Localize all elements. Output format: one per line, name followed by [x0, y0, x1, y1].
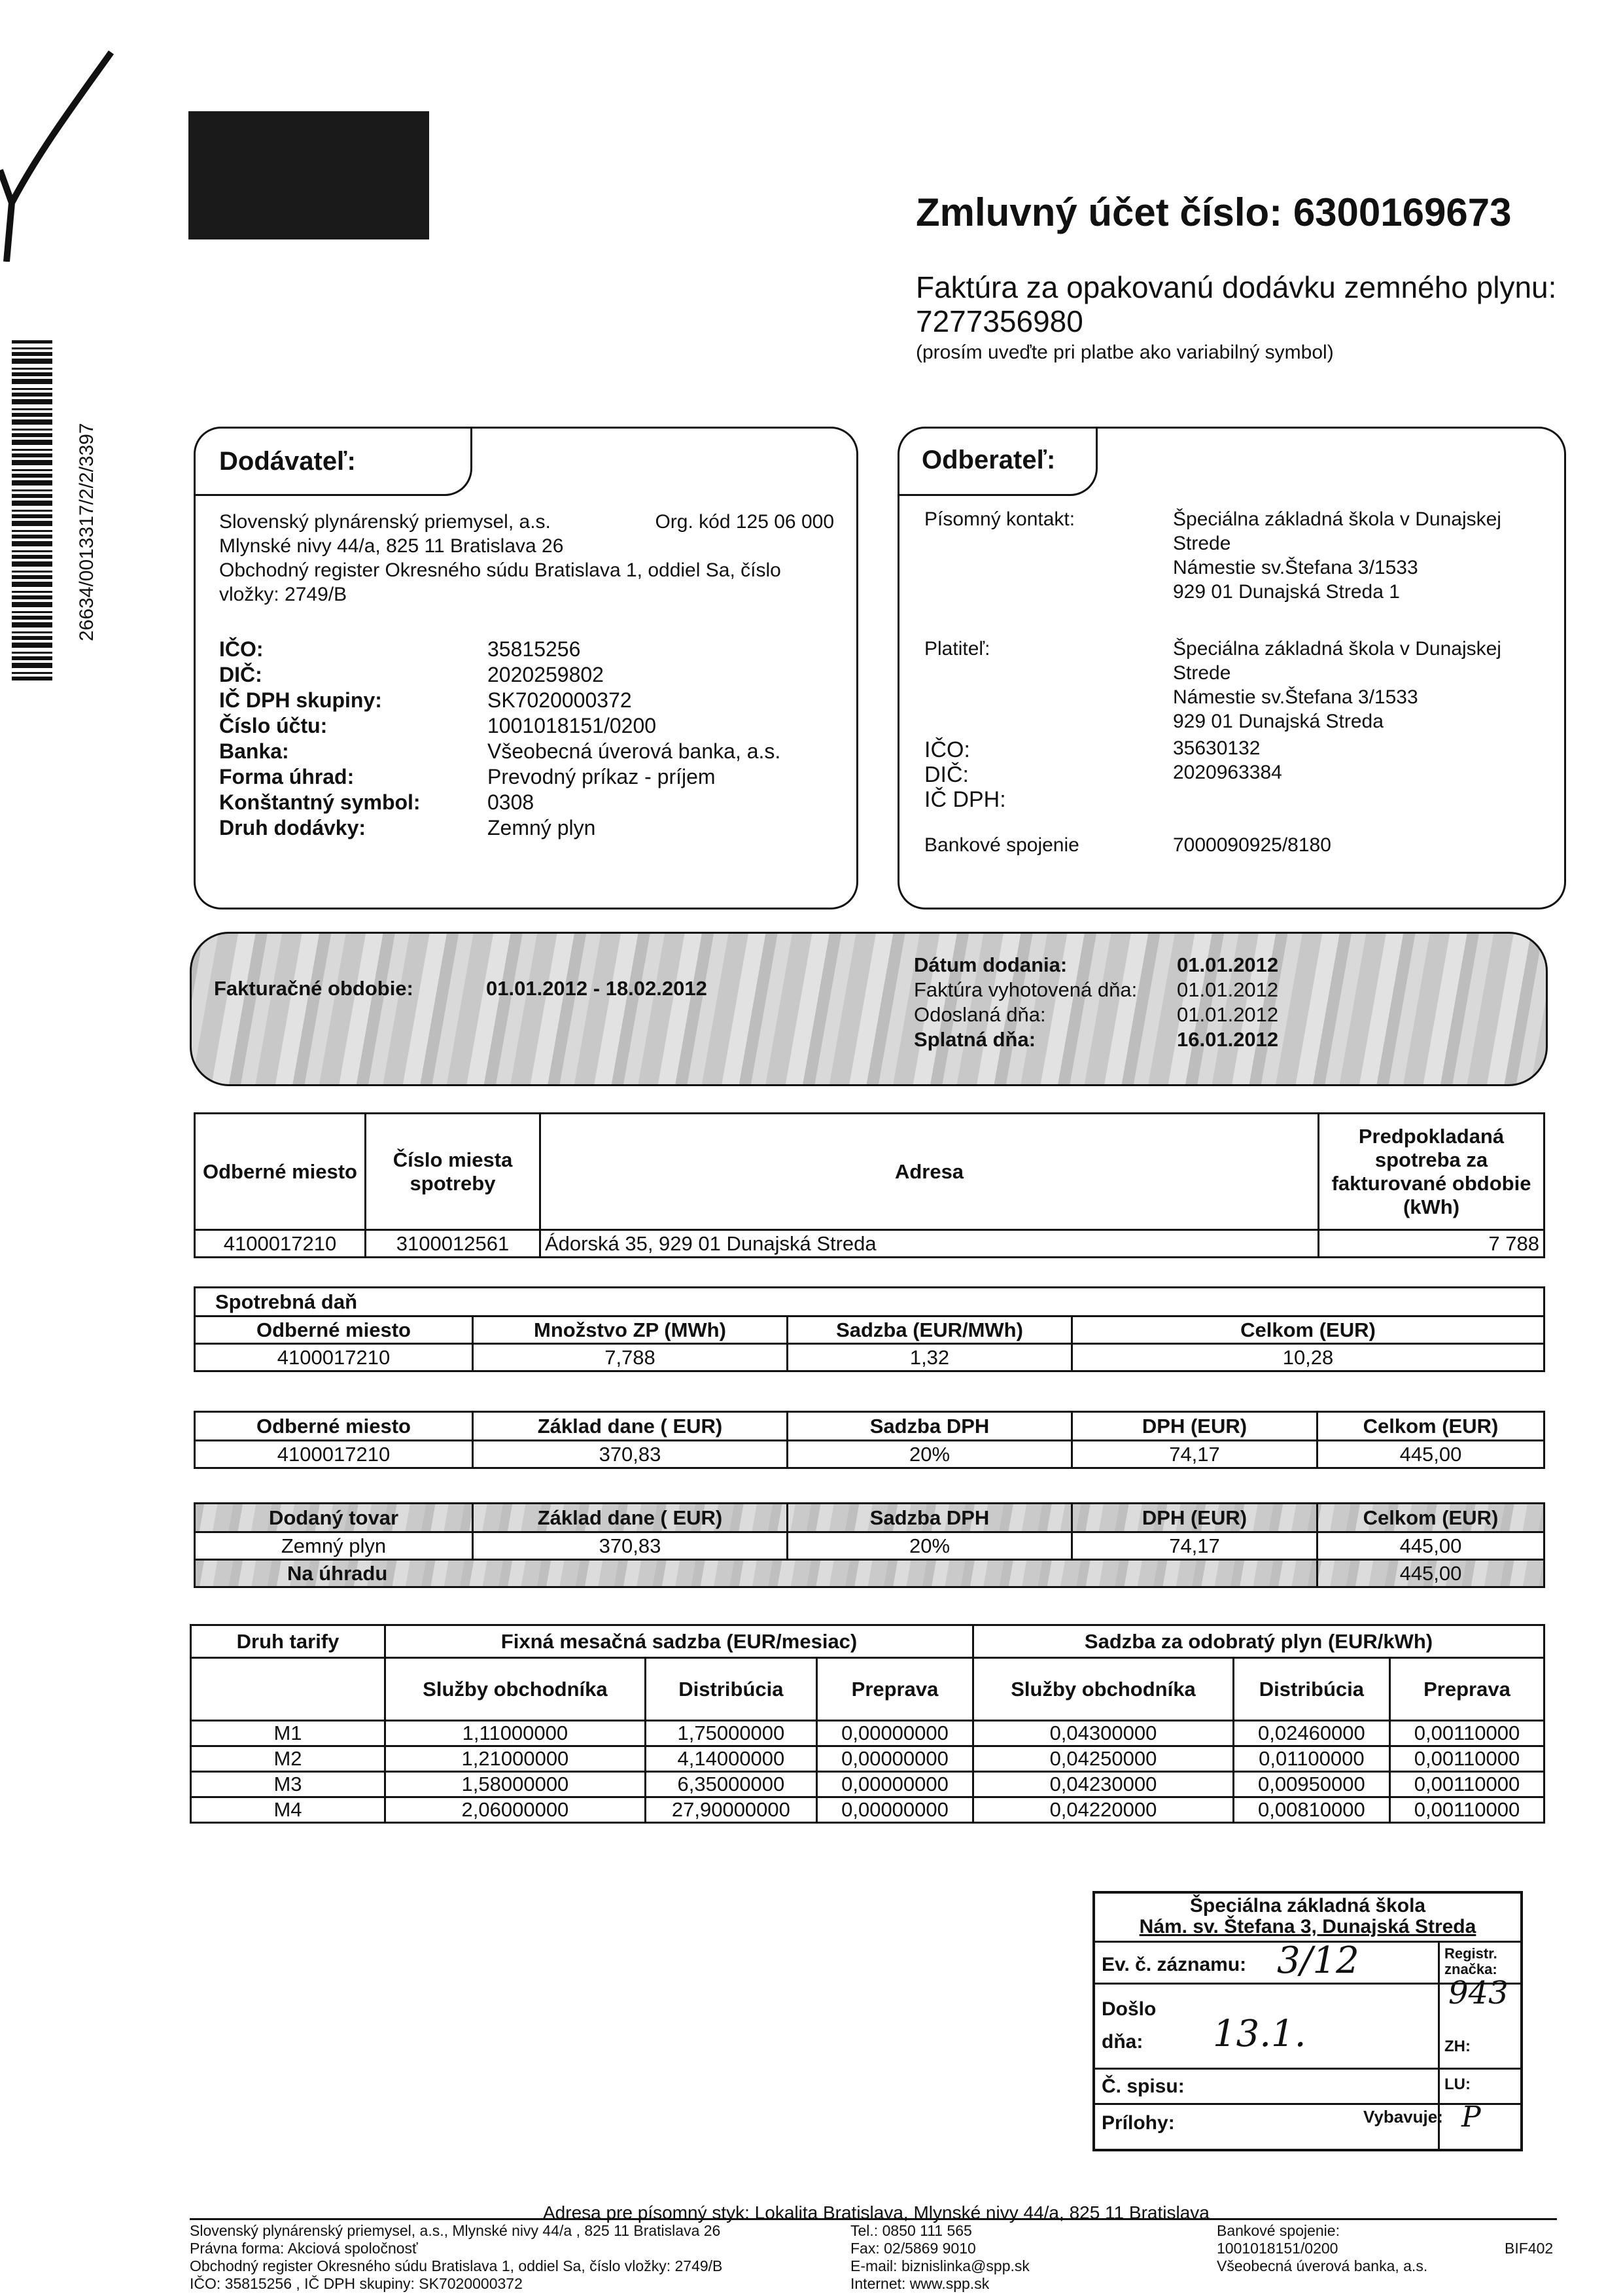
supplier-row-value: SK7020000372: [487, 688, 632, 712]
tariff-cell: M4: [191, 1797, 385, 1823]
customer-dic: 2020963384: [1173, 762, 1282, 783]
footer-code: BIF402: [1505, 2240, 1554, 2257]
bank-account: 7000090925/8180: [1173, 834, 1331, 856]
footer-line: E-mail: biznislinka@spp.sk: [850, 2257, 1030, 2274]
excise-cell: 10,28: [1072, 1344, 1544, 1371]
supplier-register-2: vložky: 2749/B: [219, 584, 347, 605]
stamp-address: Nám. sv. Štefana 3, Dunajská Streda: [1139, 1916, 1476, 1937]
vat-cell: 370,83: [473, 1441, 788, 1468]
period-date-row: [914, 953, 1333, 978]
to-pay-label: Na úhradu: [195, 1560, 1318, 1587]
payer-address: [1173, 637, 1501, 733]
payer-line: Špeciálna základná škola v Dunajskej: [1173, 638, 1501, 660]
tariff-cell: M2: [191, 1746, 385, 1772]
period-date-value: 01.01.2012: [1177, 978, 1279, 1001]
tariff-cell: 1,21000000: [385, 1746, 646, 1772]
footer-line: Obchodný register Okresného súdu Bratislava 1, oddiel Sa, číslo vložky: 2749/B: [190, 2257, 723, 2274]
col-spot-no: Číslo miesta spotreby: [366, 1114, 540, 1230]
footer-line: Slovenský plynárenský priemysel, a.s., Mlynské nivy 44/a , 825 11 Bratislava 26: [190, 2222, 721, 2239]
stamp-lu: LU:: [1444, 2075, 1471, 2093]
supplier-register: Obchodný register Okresného súdu Bratislava 1, oddiel Sa, číslo: [219, 559, 781, 581]
goods-cell: 370,83: [473, 1532, 788, 1560]
stamp-doslo: Došlo: [1102, 1998, 1157, 2020]
tariff-row: [191, 1721, 1544, 1746]
footer-line: Právna forma: Akciová spoločnosť: [190, 2240, 418, 2257]
excise-cell: 1,32: [788, 1344, 1072, 1371]
tariff-cell: 1,75000000: [645, 1721, 816, 1746]
goods-table: [194, 1502, 1545, 1588]
customer-title: Odberateľ:: [922, 446, 1056, 474]
vat-table: [194, 1411, 1545, 1469]
vat-header-cell: Celkom (EUR): [1318, 1412, 1544, 1441]
footer-line: Fax: 02/5869 9010: [850, 2240, 976, 2257]
tariff-cell: 0,02460000: [1233, 1721, 1389, 1746]
payer-label: Platiteľ:: [924, 638, 990, 660]
tariff-cell: 2,06000000: [385, 1797, 646, 1823]
check-mark-icon: [0, 39, 118, 262]
supplier-row-value: Prevodný príkaz - príjem: [487, 765, 716, 788]
col-fixed-rate: Fixná mesačná sadzba (EUR/mesiac): [385, 1625, 973, 1658]
supplier-row-label: Banka:: [219, 739, 289, 763]
supplier-row-label: DIČ:: [219, 663, 262, 686]
goods-header-cell: Základ dane ( EUR): [473, 1504, 788, 1532]
tariff-cell: 1,58000000: [385, 1772, 646, 1797]
tariff-cell: M1: [191, 1721, 385, 1746]
goods-header-cell: Sadzba DPH: [788, 1504, 1072, 1532]
goods-cell: Zemný plyn: [195, 1532, 473, 1560]
supplier-details: [219, 637, 834, 841]
tariff-cell: 0,00110000: [1389, 1797, 1544, 1823]
tariff-row: [191, 1772, 1544, 1797]
tariff-cell: 0,00000000: [816, 1746, 973, 1772]
supplier-row: [219, 815, 834, 841]
footer-line: Bankové spojenie:: [1217, 2222, 1340, 2239]
goods-header-cell: DPH (EUR): [1072, 1504, 1318, 1532]
excise-cell: 4100017210: [195, 1344, 473, 1371]
payer-line: Strede: [1173, 662, 1231, 684]
customer-dic-label: DIČ:: [924, 762, 969, 787]
goods-cell: 74,17: [1072, 1532, 1318, 1560]
contact-label: Písomný kontakt:: [924, 508, 1075, 530]
col-place: Odberné miesto: [195, 1114, 366, 1230]
period-date-label: Splatná dňa:: [914, 1028, 1036, 1051]
col-address: Adresa: [540, 1114, 1319, 1230]
payer-line: Námestie sv.Štefana 3/1533: [1173, 686, 1418, 708]
col-gas-rate: Sadzba za odobratý plyn (EUR/kWh): [973, 1625, 1544, 1658]
footer-line: 1001018151/0200: [1217, 2240, 1338, 2257]
supplier-row-label: Konštantný symbol:: [219, 790, 421, 814]
tariff-subheader: Distribúcia: [645, 1658, 816, 1721]
vat-cell: 20%: [788, 1441, 1072, 1468]
cell-address: Ádorská 35, 929 01 Dunajská Streda: [540, 1230, 1319, 1258]
goods-cell: 20%: [788, 1532, 1072, 1560]
cell-place: 4100017210: [195, 1230, 366, 1258]
period-date-row: [914, 1028, 1333, 1053]
period-label: Fakturačné obdobie:: [214, 977, 413, 1000]
stamp-reg-label: Registr. značka:: [1444, 1945, 1497, 1977]
period-date-value: 01.01.2012: [1177, 1003, 1279, 1026]
stamp-vybavuje-value: P: [1461, 2100, 1481, 2134]
vat-cell: 445,00: [1318, 1441, 1544, 1468]
tariff-subheader: Služby obchodníka: [385, 1658, 646, 1721]
supplier-row-label: Druh dodávky:: [219, 816, 366, 839]
vat-cell: 4100017210: [195, 1441, 473, 1468]
contact-line: 929 01 Dunajská Streda 1: [1173, 581, 1400, 603]
vat-header-cell: Odberné miesto: [195, 1412, 473, 1441]
period-value: 01.01.2012 - 18.02.2012: [486, 977, 707, 1000]
supplier-row-value: Zemný plyn: [487, 816, 596, 839]
consumption-table: [194, 1112, 1545, 1258]
tariff-row: [191, 1746, 1544, 1772]
period-date-label: Odoslaná dňa:: [914, 1003, 1046, 1026]
supplier-row-value: Všeobecná úverová banka, a.s.: [487, 739, 781, 763]
vat-header-cell: Základ dane ( EUR): [473, 1412, 788, 1441]
contact-line: Špeciálna základná škola v Dunajskej: [1173, 508, 1501, 530]
tariff-cell: 0,00110000: [1389, 1721, 1544, 1746]
tariff-row: [191, 1797, 1544, 1823]
stamp-vybavuje: Vybavuje:: [1363, 2107, 1443, 2127]
supplier-row-label: IČ DPH skupiny:: [219, 688, 382, 712]
supplier-row: [219, 688, 834, 713]
customer-ico-label: IČO:: [924, 737, 970, 762]
tariff-cell: 4,14000000: [645, 1746, 816, 1772]
period-date-value: 01.01.2012: [1177, 953, 1279, 976]
stamp-prilohy: Prílohy:: [1102, 2112, 1175, 2134]
barcode-icon: [12, 340, 52, 680]
tariff-cell: 0,01100000: [1233, 1746, 1389, 1772]
cell-spot-no: 3100012561: [366, 1230, 540, 1258]
supplier-address: Mlynské nivy 44/a, 825 11 Bratislava 26: [219, 535, 564, 557]
tariff-subheader: Distribúcia: [1233, 1658, 1389, 1721]
tariff-cell: 1,11000000: [385, 1721, 646, 1746]
supplier-box: [194, 427, 858, 910]
stamp-school: Špeciálna základná škola: [1189, 1895, 1426, 1916]
contact-line: Strede: [1173, 533, 1231, 554]
supplier-org-code: Org. kód 125 06 000: [655, 511, 834, 533]
supplier-name: Slovenský plynárenský priemysel, a.s.: [219, 511, 551, 533]
tariff-cell: M3: [191, 1772, 385, 1797]
bank-label: Bankové spojenie: [924, 834, 1079, 856]
side-code: 26634/0013317/2/2/3397: [76, 423, 97, 641]
supplier-row-value: 2020259802: [487, 663, 604, 686]
goods-header-cell: Celkom (EUR): [1318, 1504, 1544, 1532]
tariff-cell: 0,04230000: [973, 1772, 1234, 1797]
vat-cell: 74,17: [1072, 1441, 1318, 1468]
supplier-row: [219, 764, 834, 790]
col-tariff-type: Druh tarify: [191, 1625, 385, 1658]
tariff-cell: 27,90000000: [645, 1797, 816, 1823]
excise-header-cell: Sadzba (EUR/MWh): [788, 1316, 1072, 1344]
supplier-title: Dodávateľ:: [219, 447, 356, 476]
tariff-cell: 0,00000000: [816, 1797, 973, 1823]
supplier-row: [219, 739, 834, 764]
redacted-block: [188, 111, 429, 239]
supplier-row-label: IČO:: [219, 637, 264, 661]
contact-line: Námestie sv.Štefana 3/1533: [1173, 557, 1418, 578]
vat-header-cell: Sadzba DPH: [788, 1412, 1072, 1441]
registry-stamp: [1092, 1891, 1523, 2151]
invoice-note: (prosím uveďte pri platbe ako variabilný symbol): [916, 342, 1334, 363]
to-pay-value: 445,00: [1318, 1560, 1544, 1587]
goods-header-cell: Dodaný tovar: [195, 1504, 473, 1532]
period-date-value: 16.01.2012: [1177, 1028, 1279, 1051]
tariff-subheader: Služby obchodníka: [973, 1658, 1234, 1721]
footer-line: Internet: www.spp.sk: [850, 2275, 990, 2292]
contact-address: [1173, 507, 1501, 604]
cell-estimate: 7 788: [1319, 1230, 1544, 1258]
footer-line: Všeobecná úverová banka, a.s.: [1217, 2257, 1428, 2274]
period-date-label: Dátum dodania:: [914, 953, 1068, 976]
supplier-row: [219, 662, 834, 688]
tariff-cell: 0,00950000: [1233, 1772, 1389, 1797]
tariff-cell: 0,00110000: [1389, 1772, 1544, 1797]
excise-header-cell: Odberné miesto: [195, 1316, 473, 1344]
period-date-label: Faktúra vyhotovená dňa:: [914, 978, 1138, 1001]
payer-line: 929 01 Dunajská Streda: [1173, 711, 1384, 732]
stamp-ev-value: 3/12: [1277, 1939, 1359, 1982]
period-date-row: [914, 1003, 1333, 1028]
tariff-subheader: Preprava: [1389, 1658, 1544, 1721]
footer-bank: [1217, 2222, 1427, 2275]
stamp-date-value: 13.1.: [1213, 2013, 1306, 2055]
excise-table: [194, 1286, 1545, 1372]
supplier-row: [219, 790, 834, 815]
col-estimate: Predpokladaná spotreba za fakturované obdobie (kWh): [1319, 1114, 1544, 1230]
tariff-cell: 0,00000000: [816, 1772, 973, 1797]
supplier-row: [219, 637, 834, 662]
footer-company: [190, 2222, 722, 2293]
goods-cell: 445,00: [1318, 1532, 1544, 1560]
footer-line: IČO: 35815256 , IČ DPH skupiny: SK7020000372: [190, 2275, 523, 2292]
tariff-cell: 0,04300000: [973, 1721, 1234, 1746]
footer-contacts: [850, 2222, 1030, 2293]
tariff-cell: 0,00110000: [1389, 1746, 1544, 1772]
customer-ico: 35630132: [1173, 737, 1261, 759]
invoice-number: 7277356980: [916, 304, 1083, 338]
supplier-row-value: 35815256: [487, 637, 581, 661]
excise-title: Spotrebná daň: [195, 1288, 1544, 1316]
excise-header-cell: Celkom (EUR): [1072, 1316, 1544, 1344]
vat-header-cell: DPH (EUR): [1072, 1412, 1318, 1441]
invoice-title: Faktúra za opakovanú dodávku zemného plynu:: [916, 270, 1557, 304]
stamp-ev-label: Ev. č. záznamu:: [1102, 1954, 1247, 1975]
supplier-row-value: 1001018151/0200: [487, 714, 657, 737]
supplier-row-value: 0308: [487, 790, 534, 814]
tariff-cell: 0,04220000: [973, 1797, 1234, 1823]
contract-title: Zmluvný účet číslo: 6300169673: [916, 190, 1512, 234]
tariff-cell: 0,00000000: [816, 1721, 973, 1746]
stamp-dna: dňa:: [1102, 2031, 1143, 2053]
billing-period-box: [190, 932, 1548, 1086]
customer-icdph-label: IČ DPH:: [924, 787, 1006, 812]
tariff-subheader: Preprava: [816, 1658, 973, 1721]
footer-divider: [190, 2218, 1557, 2220]
stamp-spis: Č. spisu:: [1102, 2075, 1185, 2097]
tariff-table: [190, 1624, 1545, 1824]
period-date-row: [914, 978, 1333, 1003]
stamp-reg-value: 943: [1448, 1975, 1509, 2011]
tariff-cell: 6,35000000: [645, 1772, 816, 1797]
tariff-cell: 0,00810000: [1233, 1797, 1389, 1823]
footer-address: Adresa pre písomný styk: Lokalita Bratislava, Mlynské nivy 44/a, 825 11 Bratislava: [543, 2202, 1210, 2223]
excise-header-cell: Množstvo ZP (MWh): [473, 1316, 788, 1344]
tariff-cell: 0,04250000: [973, 1746, 1234, 1772]
customer-box: [898, 427, 1566, 910]
supplier-row-label: Forma úhrad:: [219, 765, 355, 788]
supplier-row-label: Číslo účtu:: [219, 714, 328, 737]
footer-line: Tel.: 0850 111 565: [850, 2222, 972, 2239]
stamp-zh: ZH:: [1444, 2038, 1471, 2055]
supplier-row: [219, 713, 834, 739]
excise-cell: 7,788: [473, 1344, 788, 1371]
